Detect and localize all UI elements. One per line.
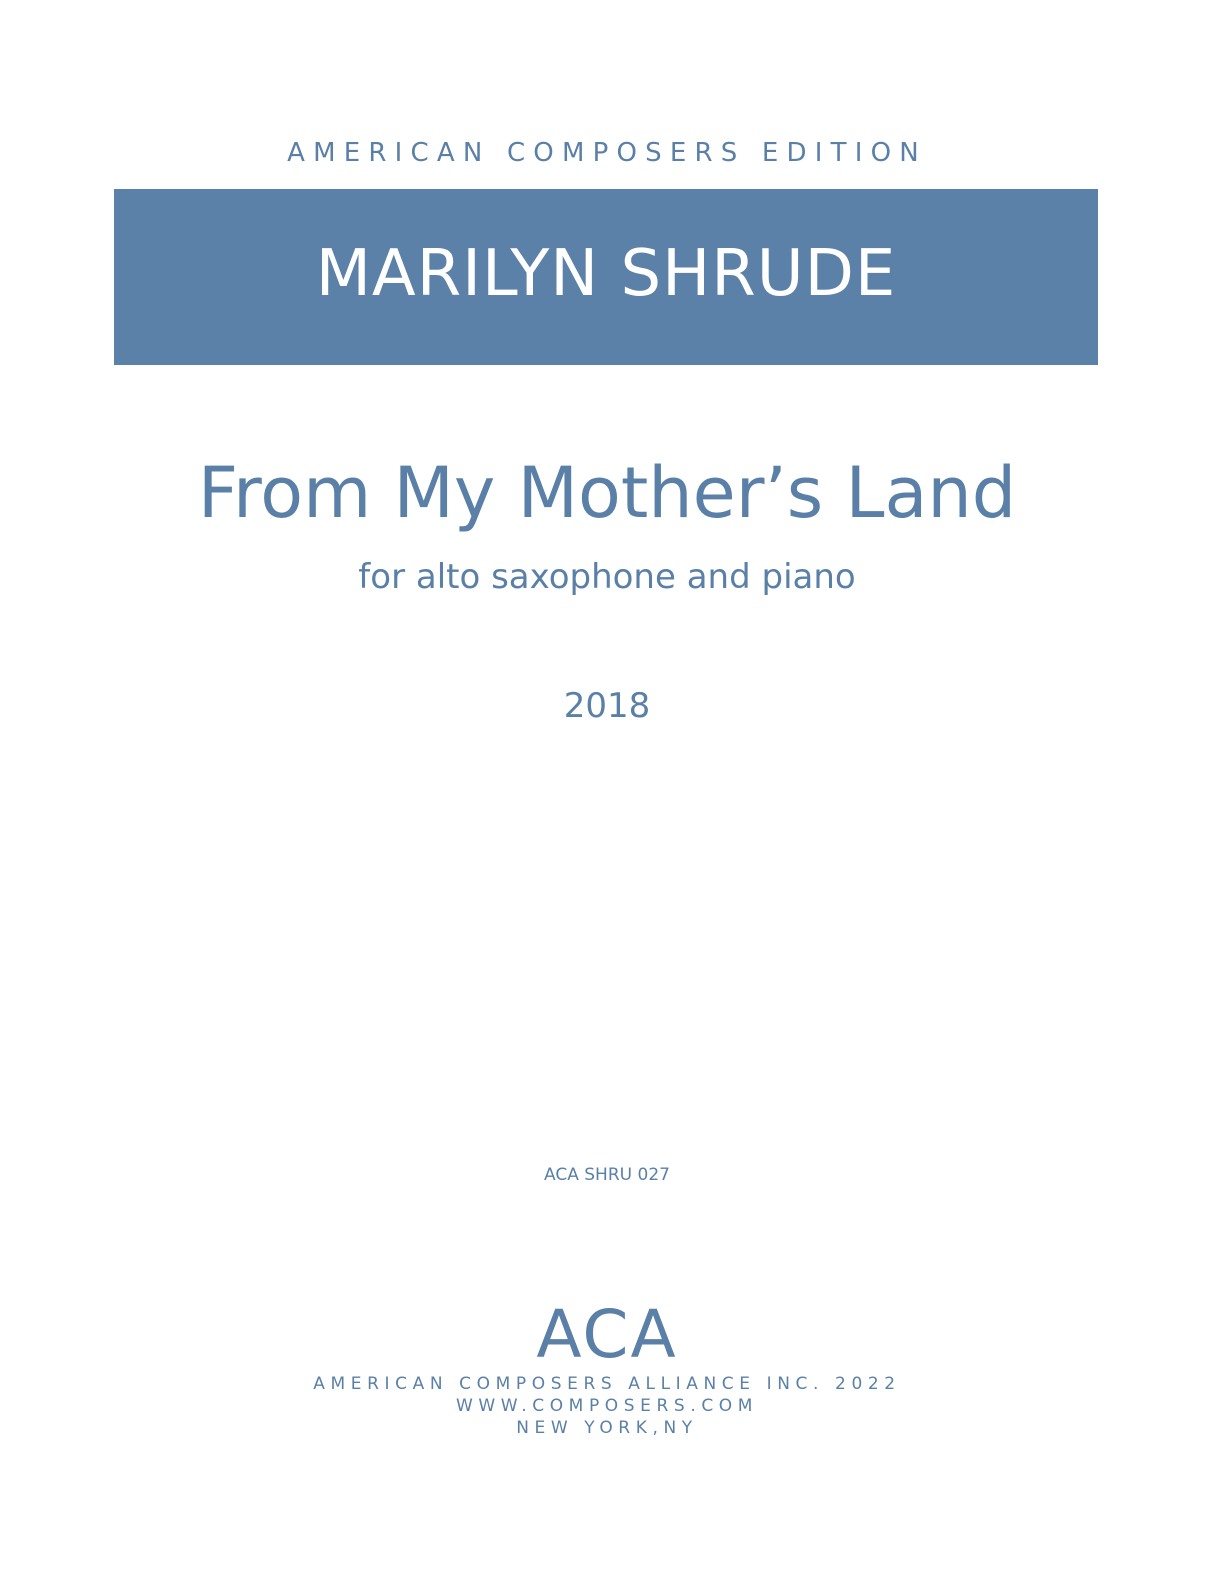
catalog-number: ACA SHRU 027 bbox=[544, 1165, 670, 1185]
series-name: AMERICAN COMPOSERS EDITION bbox=[287, 138, 927, 168]
work-instrumentation: for alto saxophone and piano bbox=[358, 557, 856, 597]
publisher-website: WWW.COMPOSERS.COM bbox=[455, 1396, 759, 1416]
composer-banner bbox=[114, 189, 1098, 365]
publisher-location: NEW YORK,NY bbox=[516, 1418, 698, 1438]
work-year: 2018 bbox=[563, 686, 651, 726]
work-title: From My Mother’s Land bbox=[197, 452, 1017, 534]
publisher-name: AMERICAN COMPOSERS ALLIANCE INC. 2022 bbox=[313, 1374, 901, 1394]
publisher-logo: ACA bbox=[536, 1296, 678, 1373]
composer-name: MARILYN SHRUDE bbox=[315, 237, 897, 311]
